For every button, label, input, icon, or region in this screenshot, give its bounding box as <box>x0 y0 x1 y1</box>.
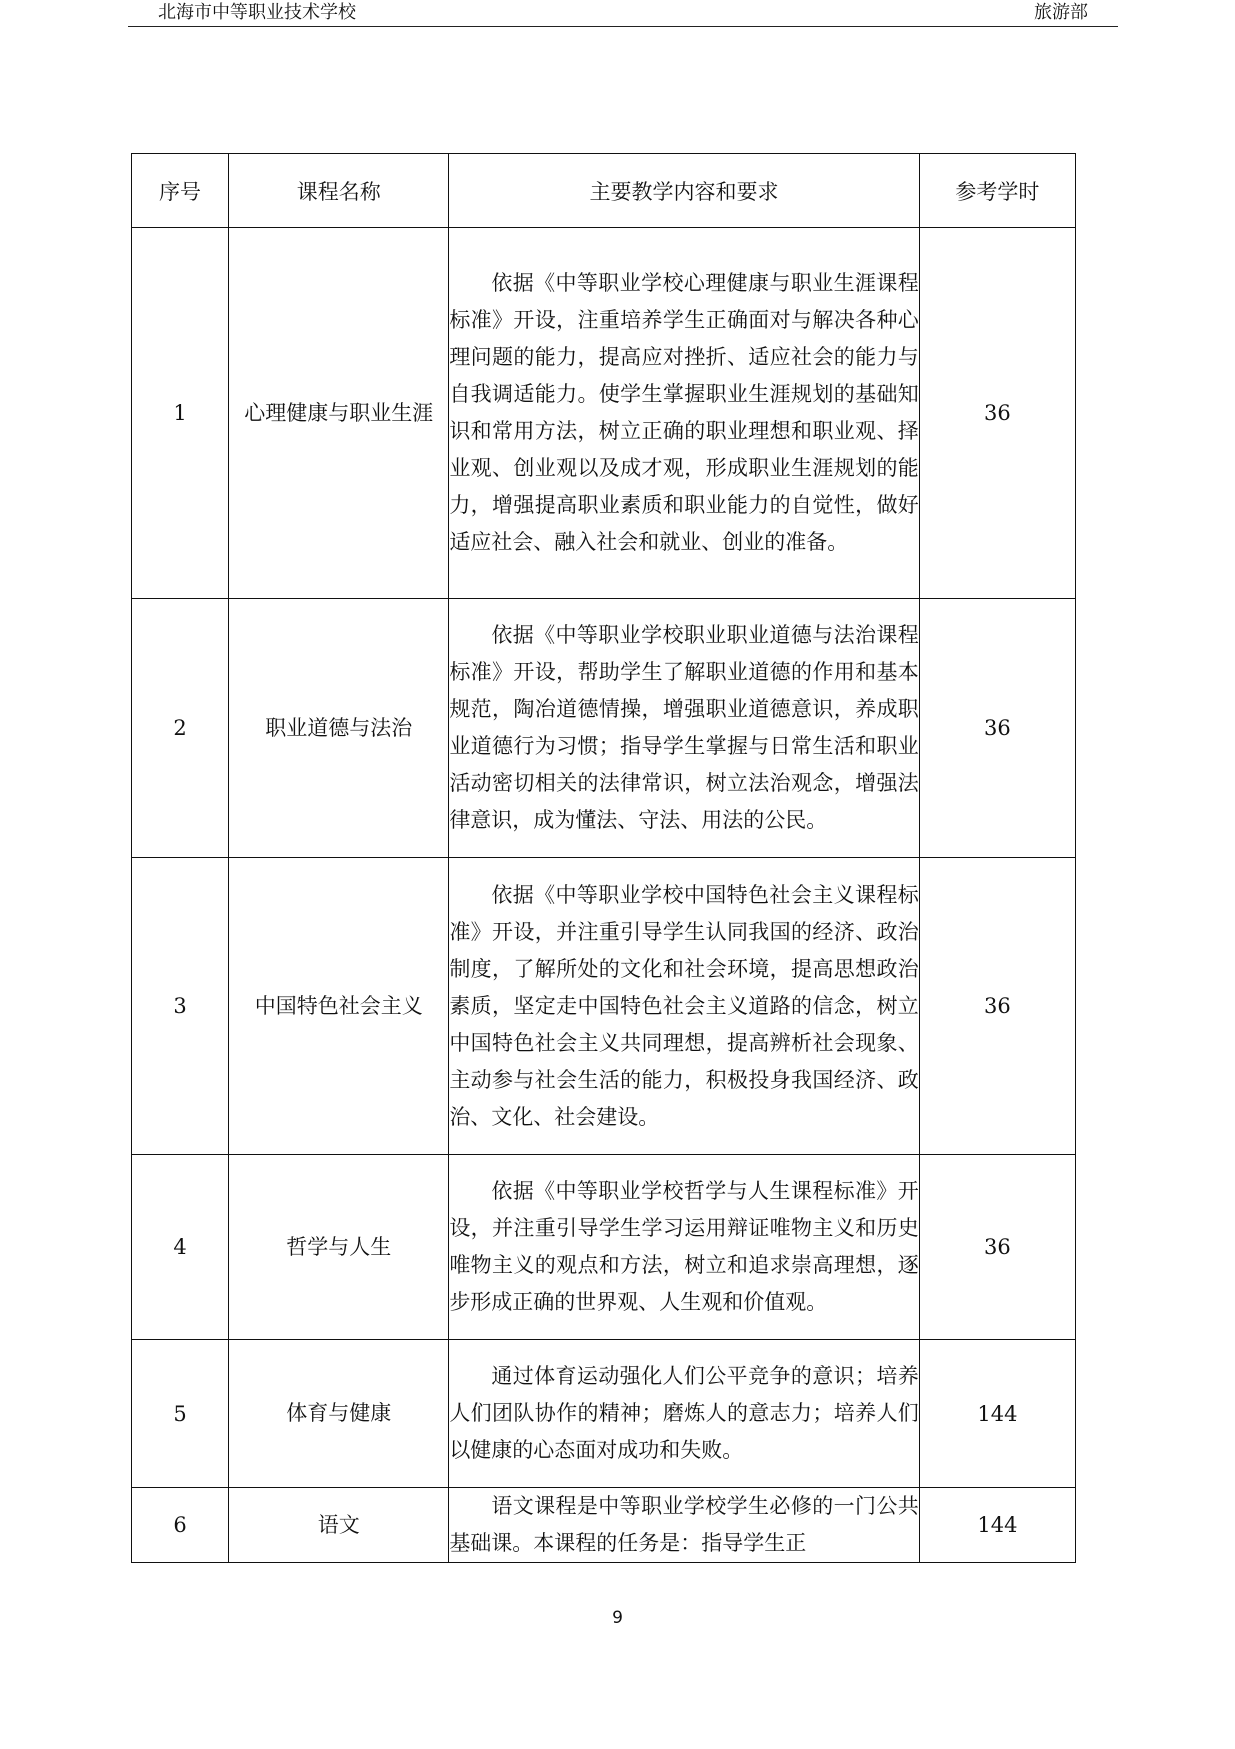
course-content <box>449 1488 919 1563</box>
column-header-hours: 参考学时 <box>919 154 1075 228</box>
row-number: 1 <box>132 228 229 599</box>
column-header-course-name: 课程名称 <box>229 154 449 228</box>
course-content-text: 依据《中等职业学校哲学与人生课程标准》开设，并注重引导学生学习运用辩证唯物主义和历史唯物主义的观点和方法，树立和追求崇高理想，逐步形成正确的世界观、人生观和价值观。 <box>449 1179 919 1314</box>
course-name: 哲学与人生 <box>229 1155 449 1340</box>
course-content-text: 通过体育运动强化人们公平竞争的意识；培养人们团队协作的精神；磨炼人的意志力；培养人们以健康的心态面对成功和失败。 <box>449 1364 919 1462</box>
course-content <box>449 599 919 858</box>
table-header-row <box>132 154 1076 228</box>
table-row <box>132 858 1076 1155</box>
course-hours: 36 <box>919 599 1075 858</box>
department-name: 旅游部 <box>1034 2 1088 23</box>
course-content-text: 语文课程是中等职业学校学生必修的一门公共基础课。本课程的任务是：指导学生正 <box>449 1494 919 1555</box>
row-number: 6 <box>132 1488 229 1563</box>
table-row <box>132 228 1076 599</box>
course-hours: 144 <box>919 1340 1075 1488</box>
course-name: 体育与健康 <box>229 1340 449 1488</box>
table-row <box>132 1155 1076 1340</box>
course-content <box>449 858 919 1155</box>
course-content-text: 依据《中等职业学校中国特色社会主义课程标准》开设，并注重引导学生认同我国的经济、政治制度，了解所处的文化和社会环境，提高思想政治素质，坚定走中国特色社会主义道路的信念，树立中国特色社会主义共同理想，提高辨析社会现象、主动参与社会生活的能力，积极投身我国经济、政治、文化、社会建设。 <box>449 882 919 1129</box>
course-content <box>449 228 919 599</box>
course-hours: 36 <box>919 228 1075 599</box>
row-number: 3 <box>132 858 229 1155</box>
course-table <box>131 153 1076 1563</box>
row-number: 5 <box>132 1340 229 1488</box>
page-header <box>128 0 1118 27</box>
table-row <box>132 1340 1076 1488</box>
row-number: 4 <box>132 1155 229 1340</box>
page-number: 9 <box>612 1608 623 1628</box>
course-content-text: 依据《中等职业学校职业职业道德与法治课程标准》开设，帮助学生了解职业道德的作用和基本规范，陶冶道德情操，增强职业道德意识，养成职业道德行为习惯；指导学生掌握与日常生活和职业活动密切相关的法律常识，树立法治观念，增强法律意识，成为懂法、守法、用法的公民。 <box>449 623 919 832</box>
course-name: 语文 <box>229 1488 449 1563</box>
row-number: 2 <box>132 599 229 858</box>
table-row <box>132 1488 1076 1563</box>
column-header-content: 主要教学内容和要求 <box>449 154 919 228</box>
course-hours: 36 <box>919 1155 1075 1340</box>
course-content-text: 依据《中等职业学校心理健康与职业生涯课程标准》开设，注重培养学生正确面对与解决各种心理问题的能力，提高应对挫折、适应社会的能力与自我调适能力。使学生掌握职业生涯规划的基础知识和常用方法，树立正确的职业理想和职业观、择业观、创业观以及成才观，形成职业生涯规划的能力，增强提高职业素质和职业能力的自觉性，做好适应社会、融入社会和就业、创业的准备。 <box>449 271 919 554</box>
course-content <box>449 1340 919 1488</box>
table-row <box>132 599 1076 858</box>
course-name: 心理健康与职业生涯 <box>229 228 449 599</box>
course-hours: 144 <box>919 1488 1075 1563</box>
course-name: 职业道德与法治 <box>229 599 449 858</box>
course-name: 中国特色社会主义 <box>229 858 449 1155</box>
column-header-no: 序号 <box>132 154 229 228</box>
course-content <box>449 1155 919 1340</box>
course-hours: 36 <box>919 858 1075 1155</box>
school-name: 北海市中等职业技术学校 <box>158 2 356 23</box>
